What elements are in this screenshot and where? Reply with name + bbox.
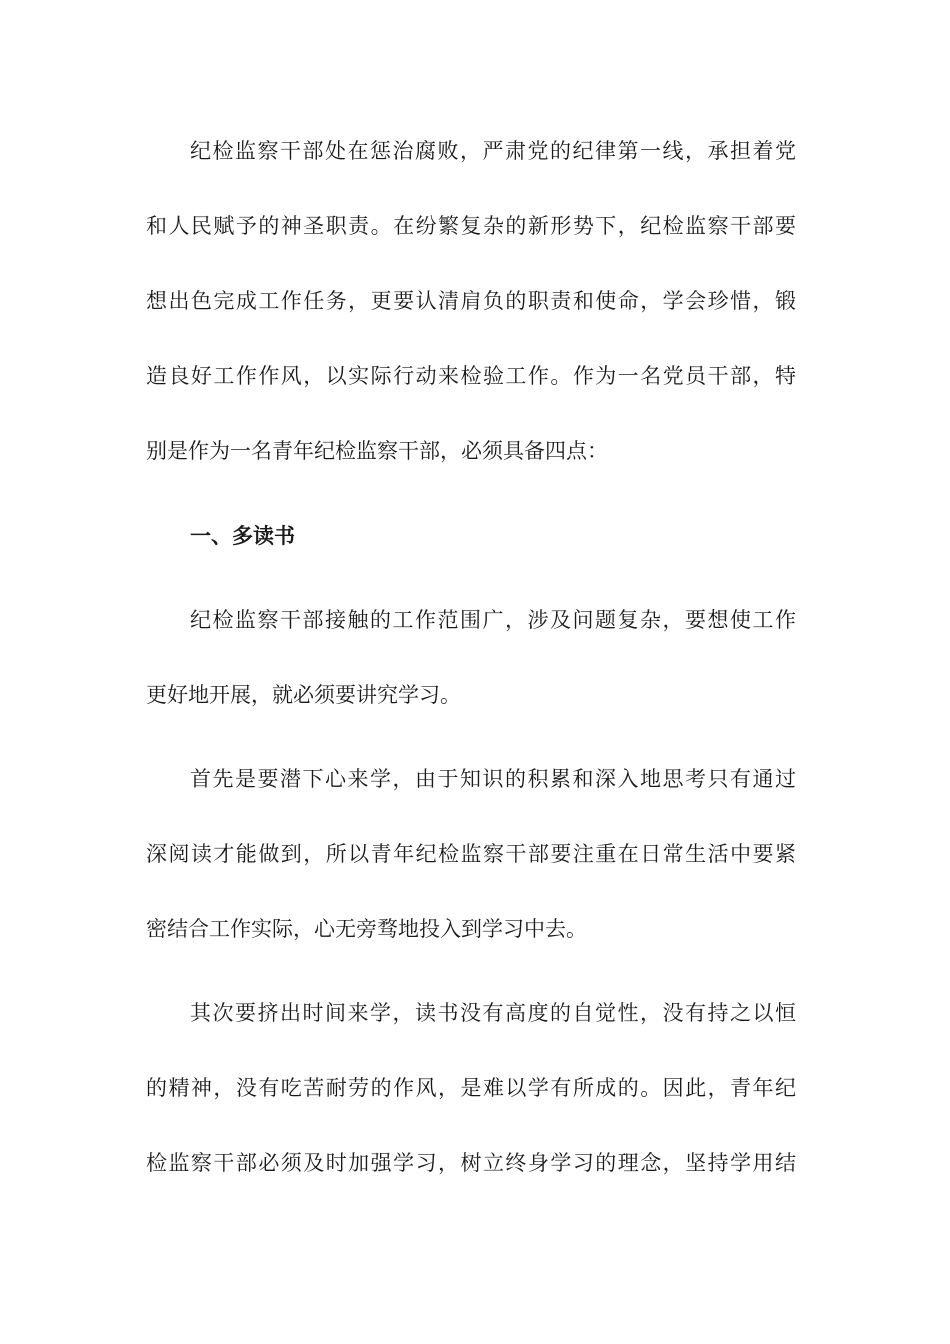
text-line: 深阅读才能做到，所以青年纪检监察干部要注重在日常生活中要紧 bbox=[146, 842, 796, 866]
text-line: 别是作为一名青年纪检监察干部，必须具备四点： bbox=[146, 439, 608, 463]
text-line: 想出色完成工作任务，更要认清肩负的职责和使命，学会珍惜，锻 bbox=[146, 289, 796, 313]
section-heading: 一、多读书 bbox=[190, 524, 295, 548]
text-line: 的精神，没有吃苦耐劳的作风，是难以学有所成的。因此，青年纪 bbox=[146, 1076, 796, 1100]
text-line: 和人民赋予的神圣职责。在纷繁复杂的新形势下，纪检监察干部要 bbox=[146, 214, 796, 238]
text-line: 首先是要潜下心来学，由于知识的积累和深入地思考只有通过 bbox=[190, 767, 796, 791]
text-line: 纪检监察干部处在惩治腐败，严肃党的纪律第一线，承担着党 bbox=[190, 139, 796, 163]
text-line: 密结合工作实际，心无旁骛地投入到学习中去。 bbox=[146, 917, 587, 941]
text-line: 检监察干部必须及时加强学习，树立终身学习的理念，坚持学用结 bbox=[146, 1151, 796, 1175]
text-line: 造良好工作作风，以实际行动来检验工作。作为一名党员干部，特 bbox=[146, 364, 796, 388]
text-line: 更好地开展，就必须要讲究学习。 bbox=[146, 683, 461, 707]
text-line: 纪检监察干部接触的工作范围广，涉及问题复杂，要想使工作 bbox=[190, 608, 796, 632]
text-line: 其次要挤出时间来学，读书没有高度的自觉性，没有持之以恒 bbox=[190, 1001, 796, 1025]
